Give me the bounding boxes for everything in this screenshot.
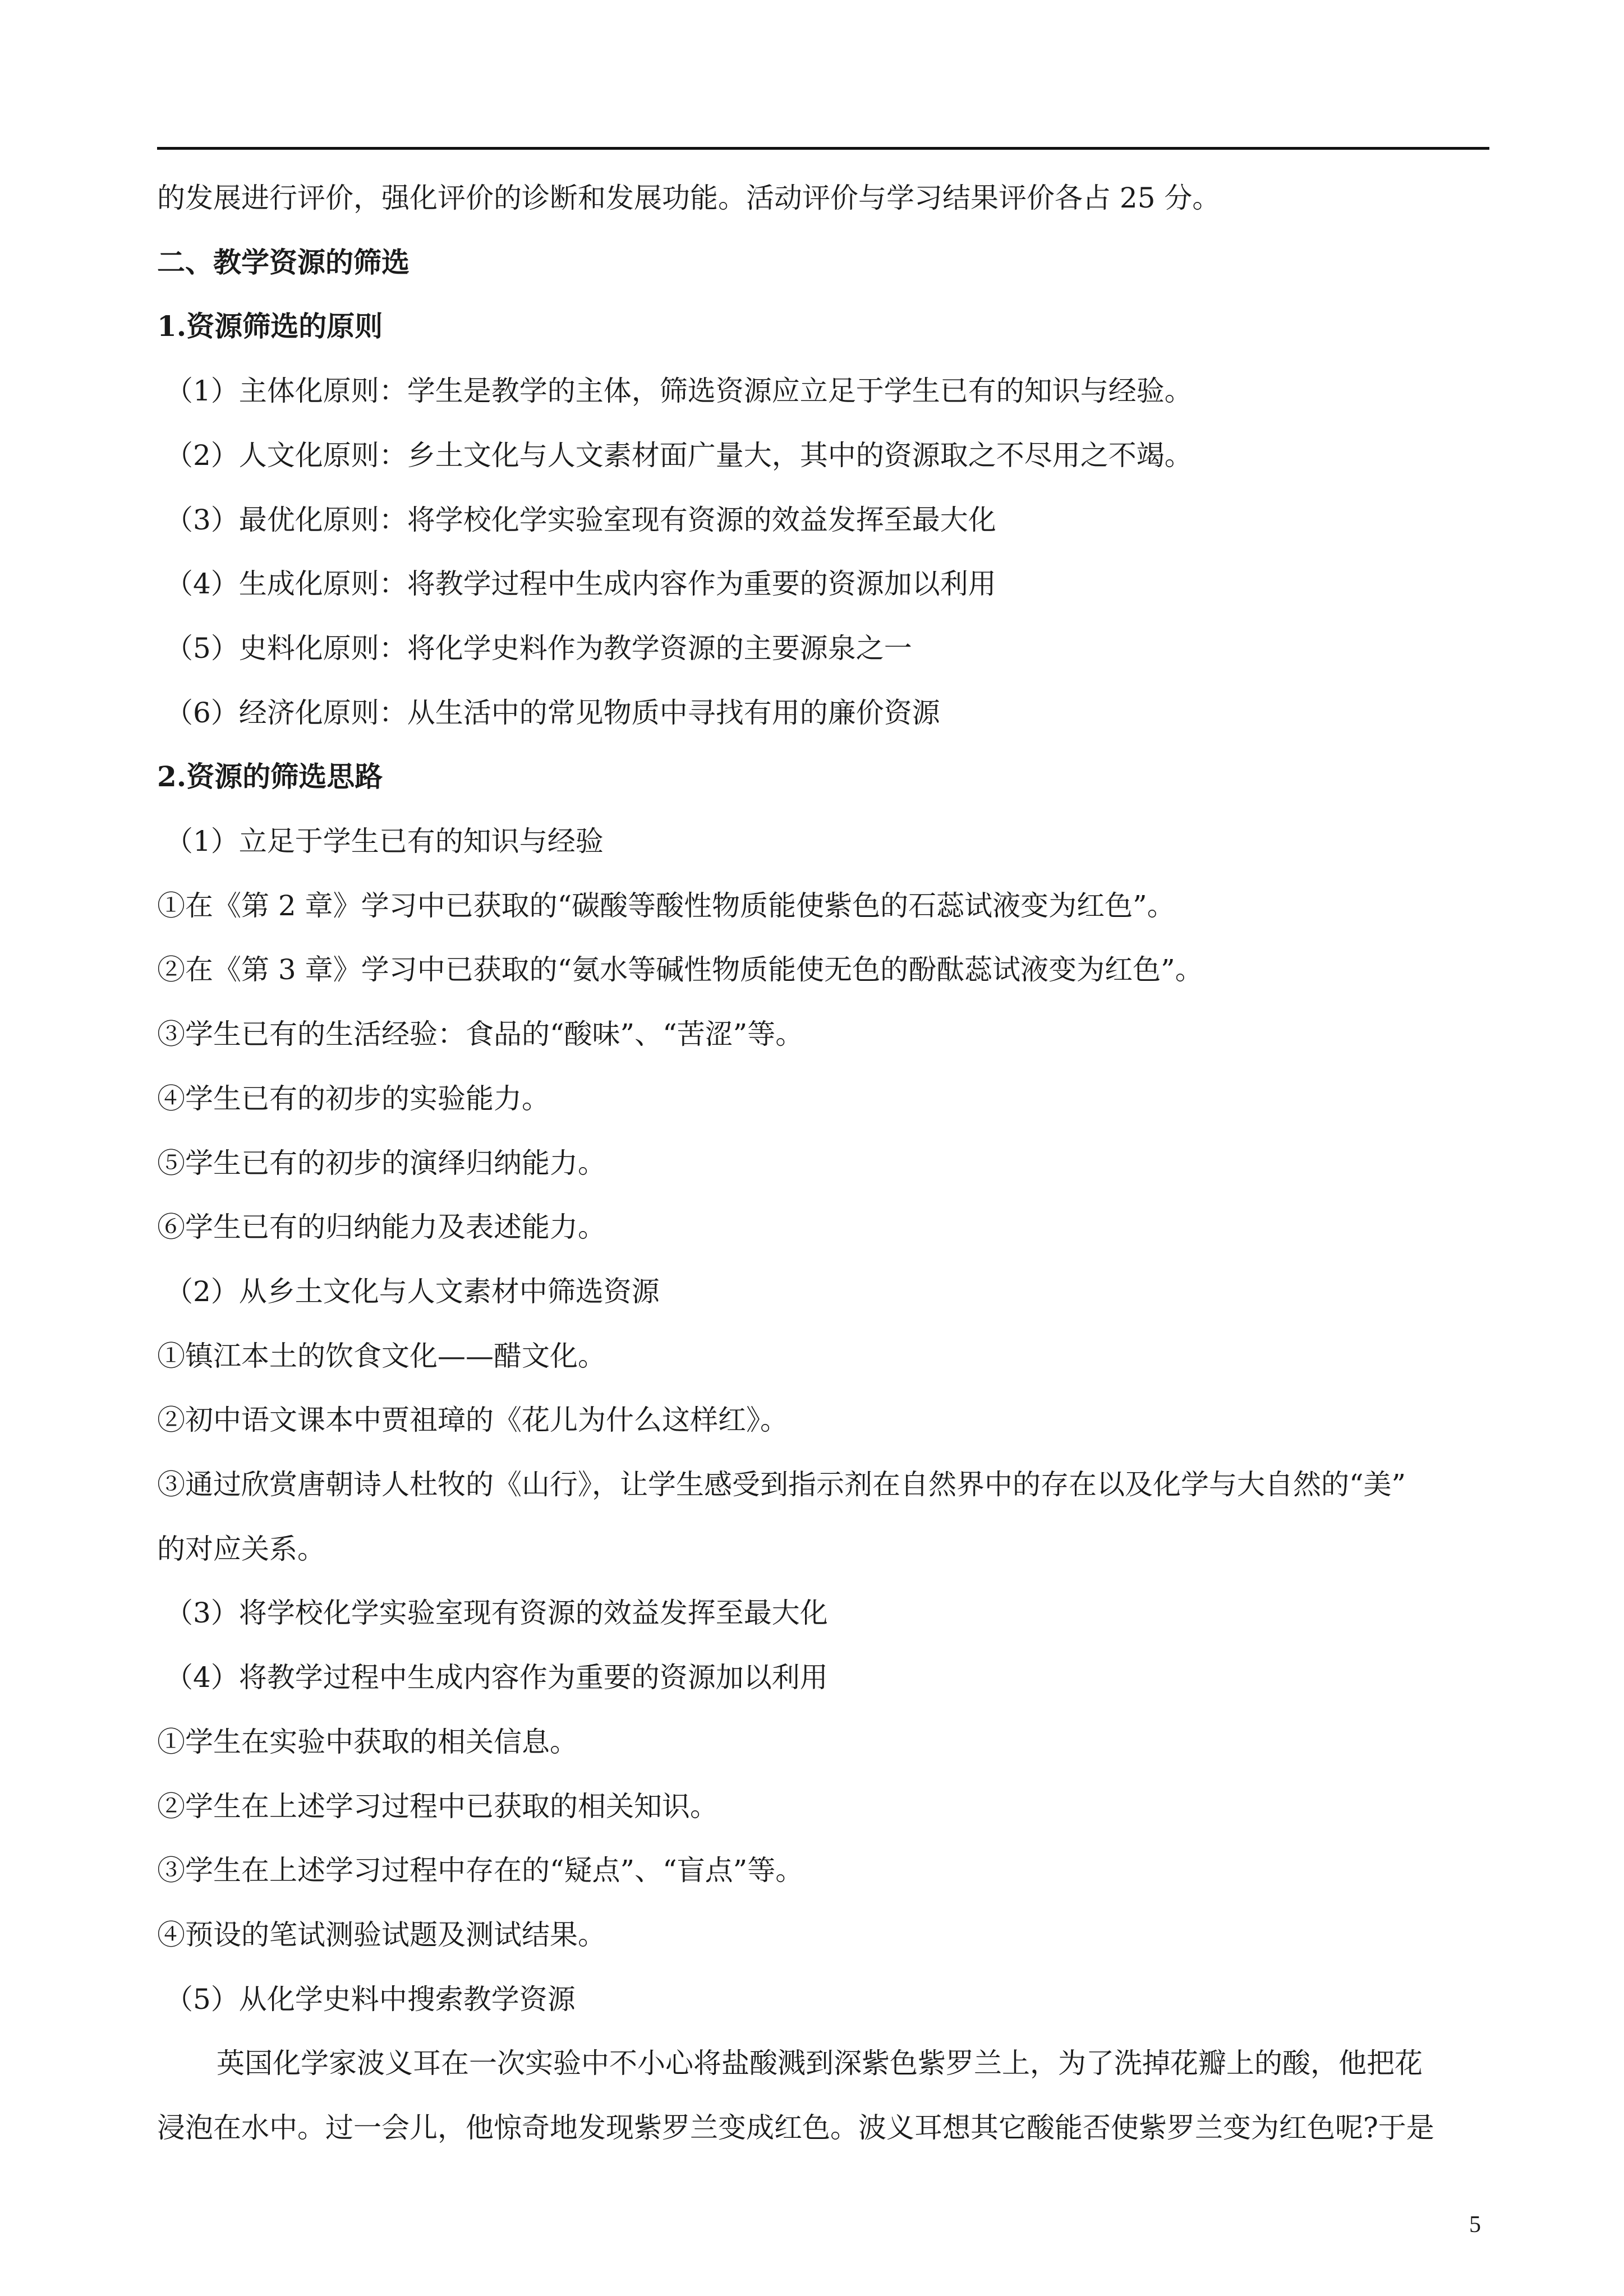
text-line: ④预设的笔试测验试题及测试结果。	[157, 1918, 606, 1951]
text-line: ①镇江本土的饮食文化——醋文化。	[157, 1339, 606, 1372]
list-item: （5）从化学史料中搜索教学资源	[165, 1983, 576, 2016]
text-line: 浸泡在水中。过一会儿，他惊奇地发现紫罗兰变成红色。波义耳想其它酸能否使紫罗兰变为红色呢?于是	[157, 2111, 1434, 2145]
page-number: 5	[1469, 2212, 1481, 2238]
text-line: ①在《第 2 章》学习中已获取的“碳酸等酸性物质能使紫色的石蕊试液变为红色”。	[157, 889, 1175, 922]
list-item: （4）生成化原则：将教学过程中生成内容作为重要的资源加以利用	[165, 568, 996, 601]
list-item: （6）经济化原则：从生活中的常见物质中寻找有用的廉价资源	[165, 696, 940, 729]
list-item: （2）人文化原则：乡土文化与人文素材面广量大，其中的资源取之不尽用之不竭。	[165, 439, 1193, 472]
text-line: ①学生在实验中获取的相关信息。	[157, 1725, 578, 1758]
text-line: ②学生在上述学习过程中已获取的相关知识。	[157, 1790, 718, 1823]
list-item: （4）将教学过程中生成内容作为重要的资源加以利用	[165, 1661, 828, 1694]
header-rule	[157, 147, 1489, 150]
list-item: （2）从乡土文化与人文素材中筛选资源	[165, 1275, 660, 1308]
list-item: （1）主体化原则：学生是教学的主体，筛选资源应立足于学生已有的知识与经验。	[165, 375, 1193, 408]
list-item: （1）立足于学生已有的知识与经验	[165, 825, 604, 858]
text-line: ⑥学生已有的归纳能力及表述能力。	[157, 1211, 606, 1244]
text-line: ④学生已有的初步的实验能力。	[157, 1082, 550, 1115]
text-line: ②初中语文课本中贾祖璋的《花儿为什么这样红》。	[157, 1404, 788, 1437]
text-line: ③通过欣赏唐朝诗人杜牧的《山行》，让学生感受到指示剂在自然界中的存在以及化学与大自然的“美”	[157, 1468, 1406, 1501]
text-line: 的对应关系。	[157, 1532, 325, 1565]
text-line: ③学生在上述学习过程中存在的“疑点”、“盲点”等。	[157, 1854, 804, 1887]
text-line: ⑤学生已有的初步的演绎归纳能力。	[157, 1146, 606, 1179]
list-item: （3）将学校化学实验室现有资源的效益发挥至最大化	[165, 1597, 828, 1630]
document-body	[157, 166, 1489, 2160]
text-line: ③学生已有的生活经验：食品的“酸味”、“苦涩”等。	[157, 1018, 804, 1051]
text-line: ②在《第 3 章》学习中已获取的“氨水等碱性物质能使无色的酚酞蕊试液变为红色”。	[157, 953, 1203, 986]
section-heading: 二、教学资源的筛选	[157, 245, 410, 279]
list-item: （3）最优化原则：将学校化学实验室现有资源的效益发挥至最大化	[165, 503, 996, 536]
list-item: （5）史料化原则：将化学史料作为教学资源的主要源泉之一	[165, 631, 912, 665]
subsection-heading: 1.资源筛选的原则	[157, 310, 383, 343]
text-line: 的发展进行评价，强化评价的诊断和发展功能。活动评价与学习结果评价各占 25 分。	[157, 182, 1221, 214]
subsection-heading: 2.资源的筛选思路	[157, 760, 383, 794]
paragraph-line: 英国化学家波义耳在一次实验中不小心将盐酸溅到深紫色紫罗兰上，为了洗掉花瓣上的酸，他把花	[217, 2047, 1423, 2080]
